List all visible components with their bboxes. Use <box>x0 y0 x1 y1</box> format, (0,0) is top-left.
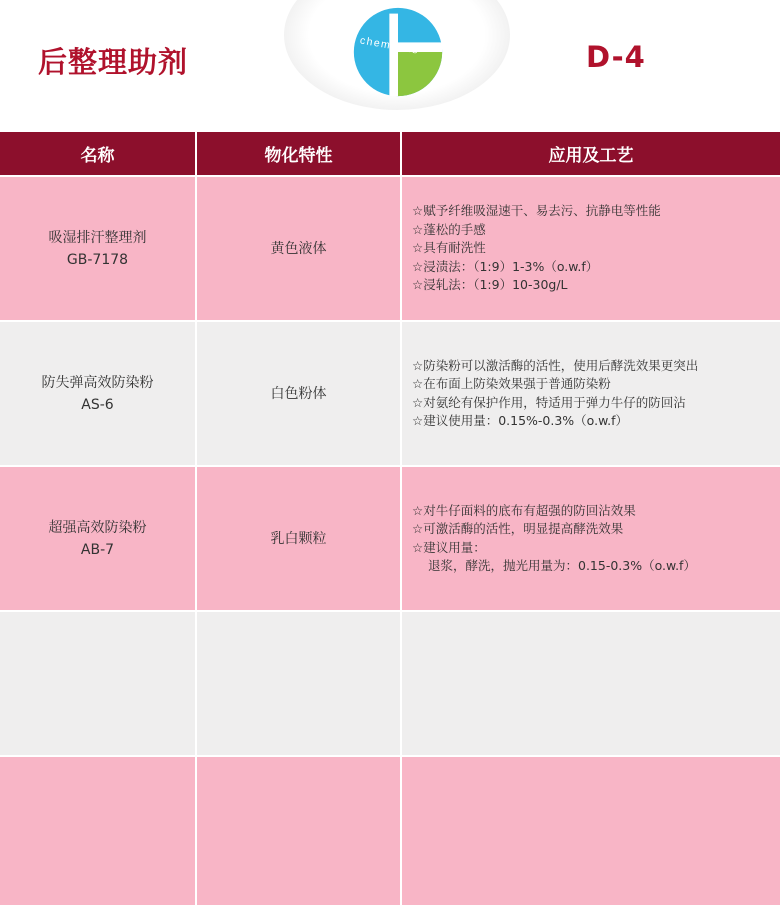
product-code: AS-6 <box>81 396 114 413</box>
chemicals-logo <box>350 4 446 100</box>
empty-cell <box>0 757 195 905</box>
product-name-cell <box>0 322 195 465</box>
page-title: 后整理助剂 <box>38 45 189 79</box>
empty-table-row <box>0 612 780 755</box>
application-line: ☆防染粉可以激活酶的活性，使用后酵洗效果更突出 <box>412 357 699 373</box>
product-code: GB-7178 <box>66 251 129 268</box>
application-line: ☆建议使用量：0.15%-0.3%（o.w.f） <box>412 413 629 428</box>
empty-cell <box>197 757 400 905</box>
column-header-property: 物化特性 <box>197 132 400 175</box>
application-line: ☆在布面上防染效果强于普通防染粉 <box>412 376 611 391</box>
empty-cell <box>402 757 780 905</box>
logo-green-quadrant <box>398 52 442 96</box>
empty-cell <box>402 612 780 755</box>
property-cell <box>197 322 400 465</box>
property-cell <box>197 467 400 610</box>
application-line: ☆对氨纶有保护作用，特适用于弹力牛仔的防回沾 <box>412 394 686 410</box>
product-name: 防失弹高效防染粉 <box>41 374 154 391</box>
application-line: ☆蓬松的手感 <box>412 221 486 237</box>
application-cell <box>402 322 780 465</box>
product-name-cell <box>0 177 195 320</box>
application-line: ☆浸渍法：（1:9）1-3%（o.w.f） <box>412 258 599 274</box>
application-line: ☆对牛仔面料的底布有超强的防回沾效果 <box>412 502 636 518</box>
product-name-cell <box>0 467 195 610</box>
empty-table-row <box>0 757 780 905</box>
application-line: ☆浸轧法：（1:9）10-30g/L <box>412 277 568 293</box>
table-header-row <box>0 132 780 175</box>
property-text: 黄色液体 <box>270 240 327 257</box>
product-code: AB-7 <box>80 541 115 558</box>
application-line: 退浆，酵洗，抛光用量为：0.15-0.3%（o.w.f） <box>428 558 696 573</box>
logo-white-bar <box>389 14 398 97</box>
application-line: ☆建议用量： <box>412 539 486 555</box>
empty-cell <box>0 612 195 755</box>
product-code: D-4 <box>586 40 646 74</box>
property-cell <box>197 177 400 320</box>
property-text: 白色粉体 <box>270 385 327 402</box>
logo-text: chemicals <box>358 34 421 57</box>
table-row <box>0 322 780 465</box>
application-line: ☆赋予纤维吸湿速干、易去污、抗静电等性能 <box>412 203 661 219</box>
application-cell <box>402 177 780 320</box>
product-name: 超强高效防染粉 <box>48 519 147 536</box>
table-row <box>0 467 780 610</box>
table-row <box>0 177 780 320</box>
application-line: ☆可激活酶的活性，明显提高酵洗效果 <box>412 521 624 536</box>
empty-cell <box>197 612 400 755</box>
page-header <box>0 0 780 132</box>
product-name: 吸湿排汗整理剂 <box>48 229 147 246</box>
column-header-application: 应用及工艺 <box>402 132 780 175</box>
application-cell <box>402 467 780 610</box>
application-line: ☆具有耐洗性 <box>412 240 486 256</box>
column-header-name: 名称 <box>0 132 195 175</box>
property-text: 乳白颗粒 <box>270 530 327 547</box>
